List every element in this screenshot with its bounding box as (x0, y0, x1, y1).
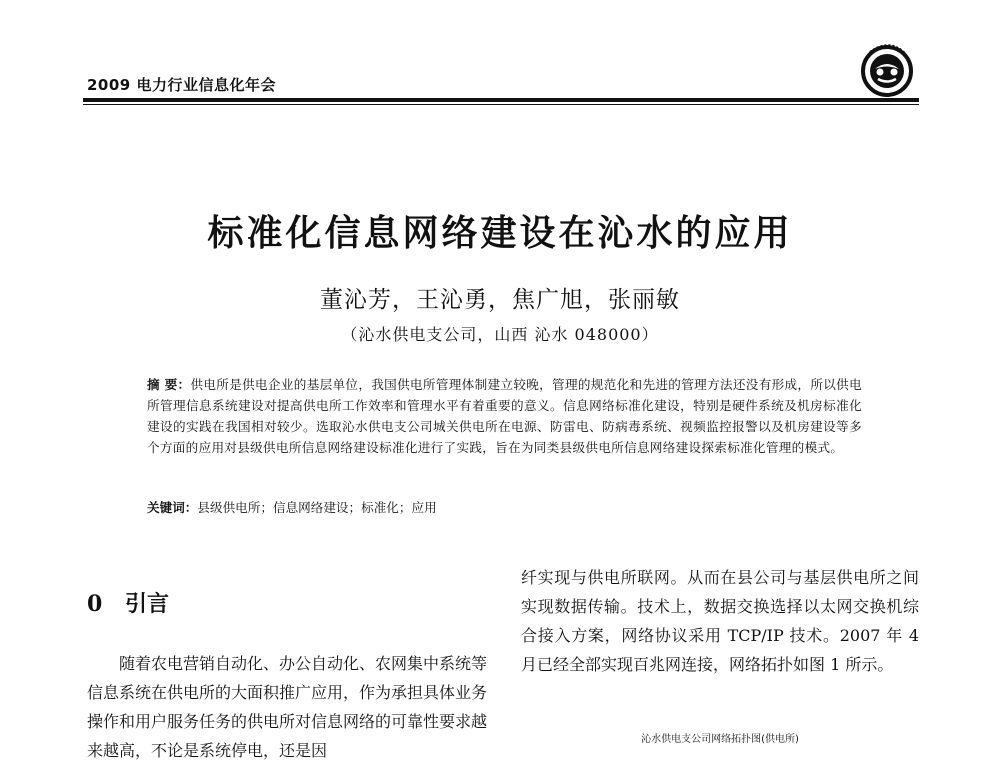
body-right-column: 纤实现与供电所联网。从而在县公司与基层供电所之间实现数据传输。技术上，数据交换选择以太网交换机综合接入方案，网络协议采用 TCP/IP 技术。2007 年 4 月已经全部实现百兆网连接，网络拓扑如图 1 所示。 (521, 568, 919, 674)
paper-title: 标准化信息网络建设在沁水的应用 (207, 212, 793, 254)
section-heading (87, 587, 169, 618)
abstract-text: 供电所是供电企业的基层单位，我国供电所管理体制建立较晚，管理的规范化和先进的管理方法还没有形成，所以供电所管理信息系统建设对提高供电所工作效率和管理水平有着重要的意义。信息网络标准化建设，特别是硬件系统及机房标准化建设的实践在我国相对较少。选取沁水供电支公司城关供电所在电源、防雷电、防病毒系统、视频监控报警以及机房建设等多个方面的应用对县级供电所信息网络建设标准化进行了实践，旨在为同类县级供电所信息网络建设探索标准化管理的模式。 (147, 377, 862, 455)
paper-affiliation: （沁水供电支公司，山西 沁水 048000） (341, 325, 659, 344)
section-title: 引言 (125, 591, 170, 617)
header-rule-thick (83, 98, 919, 102)
abstract (147, 374, 862, 458)
paper-authors: 董沁芳，王沁勇，焦广旭，张丽敏 (320, 287, 680, 313)
abstract-label: 摘 要： (147, 377, 191, 392)
keywords-text: 县级供电所；信息网络建设；标准化；应用 (197, 500, 437, 515)
conference-header: 2009 电力行业信息化年会 (87, 76, 276, 94)
header-rule-thin (83, 104, 919, 105)
section-number: 0 (87, 591, 103, 617)
keywords-label: 关键词： (147, 500, 198, 515)
figure-title: 沁水供电支公司网络拓扑图(供电所) (641, 734, 799, 745)
conference-logo (858, 42, 916, 98)
body-left-column: 随着农电营销自动化、办公自动化、农网集中系统等信息系统在供电所的大面积推广应用，作为承担具体业务操作和用户服务任务的供电所对信息网络的可靠性要求越来越高，不论是系统停电，还是因 (87, 654, 488, 760)
keywords (147, 497, 862, 518)
